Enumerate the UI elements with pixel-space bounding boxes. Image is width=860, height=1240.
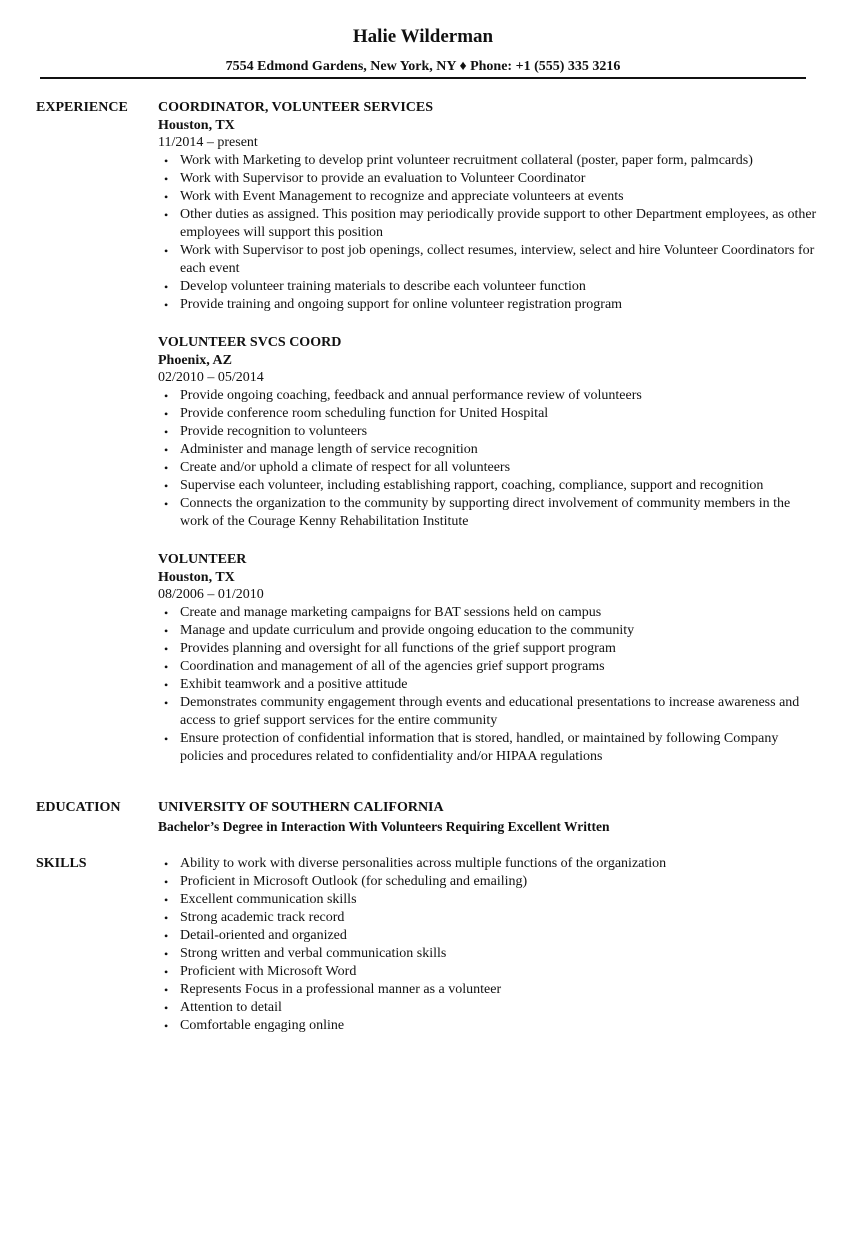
- duty-item: • Provide training and ongoing support for online volunteer registration program: [158, 296, 818, 314]
- job-dates: 02/2010 – 05/2014: [158, 370, 264, 385]
- experience-body: [158, 99, 818, 786]
- skill-item: • Strong academic track record: [158, 909, 818, 927]
- skill-item: • Ability to work with diverse personalities across multiple functions of the organization: [158, 855, 818, 873]
- job-title: VOLUNTEER SVCS COORD: [158, 335, 342, 350]
- duty-item: • Provide recognition to volunteers: [158, 423, 818, 441]
- duty-item: • Create and manage marketing campaigns for BAT sessions held on campus: [158, 604, 818, 622]
- degree: Bachelor’s Degree in Interaction With Volunteers Requiring Excellent Written: [158, 819, 610, 834]
- duty-item: • Ensure protection of confidential information that is stored, handled, or maintained by following Company policies and procedures related to confidentiality and/or HIPAA regulations: [158, 730, 818, 766]
- job-location: Phoenix, AZ: [158, 353, 232, 368]
- duty-item: • Work with Supervisor to provide an evaluation to Volunteer Coordinator: [158, 170, 818, 188]
- skill-item: • Proficient with Microsoft Word: [158, 963, 818, 981]
- duty-item: • Exhibit teamwork and a positive attitude: [158, 676, 818, 694]
- duty-item: • Provide conference room scheduling function for United Hospital: [158, 405, 818, 423]
- skill-item: • Comfortable engaging online: [158, 1017, 818, 1035]
- job-duties: [158, 604, 818, 766]
- header-divider: [40, 77, 806, 79]
- job-entry: [158, 99, 818, 314]
- school-name: UNIVERSITY OF SOUTHERN CALIFORNIA: [158, 800, 444, 815]
- education-body: [158, 799, 818, 837]
- skills-list: [158, 855, 818, 1035]
- duty-item: • Manage and update curriculum and provide ongoing education to the community: [158, 622, 818, 640]
- duty-item: • Provide ongoing coaching, feedback and annual performance review of volunteers: [158, 387, 818, 405]
- duty-item: • Create and/or uphold a climate of respect for all volunteers: [158, 459, 818, 477]
- skill-item: • Represents Focus in a professional manner as a volunteer: [158, 981, 818, 999]
- duty-item: • Other duties as assigned. This position may periodically provide support to other Department employees, as other employees will support this position: [158, 206, 818, 242]
- job-title: VOLUNTEER: [158, 552, 247, 567]
- job-duties: [158, 387, 818, 531]
- duty-item: • Demonstrates community engagement through events and educational presentations to increase awareness and access to grief support services for the entire community: [158, 694, 818, 730]
- candidate-name: Halie Wilderman: [352, 26, 494, 47]
- section-label-education: EDUCATION: [36, 800, 121, 815]
- skill-item: • Detail-oriented and organized: [158, 927, 818, 945]
- duty-item: • Develop volunteer training materials to describe each volunteer function: [158, 278, 818, 296]
- duty-item: • Coordination and management of all of the agencies grief support programs: [158, 658, 818, 676]
- job-dates: 08/2006 – 01/2010: [158, 587, 264, 602]
- duty-item: • Work with Marketing to develop print volunteer recruitment collateral (poster, paper form, palmcards): [158, 152, 818, 170]
- duty-item: • Connects the organization to the community by supporting direct involvement of community members in the work of the Courage Kenny Rehabilitation Institute: [158, 495, 818, 531]
- job-entry: [158, 334, 818, 531]
- duty-item: • Supervise each volunteer, including establishing rapport, coaching, compliance, support and recognition: [158, 477, 818, 495]
- job-duties: [158, 152, 818, 314]
- job-location: Houston, TX: [158, 570, 235, 585]
- section-label-experience: EXPERIENCE: [36, 100, 128, 115]
- job-location: Houston, TX: [158, 118, 235, 133]
- skill-item: • Excellent communication skills: [158, 891, 818, 909]
- duty-item: • Work with Event Management to recognize and appreciate volunteers at events: [158, 188, 818, 206]
- skill-item: • Proficient in Microsoft Outlook (for scheduling and emailing): [158, 873, 818, 891]
- section-label-skills: SKILLS: [36, 856, 87, 871]
- skill-item: • Attention to detail: [158, 999, 818, 1017]
- duty-item: • Work with Supervisor to post job openings, collect resumes, interview, select and hire Volunteer Coordinators for each event: [158, 242, 818, 278]
- duty-item: • Provides planning and oversight for all functions of the grief support program: [158, 640, 818, 658]
- skill-item: • Strong written and verbal communication skills: [158, 945, 818, 963]
- job-entry: [158, 551, 818, 766]
- skills-body: [158, 855, 818, 1035]
- job-dates: 11/2014 – present: [158, 135, 258, 150]
- job-title: COORDINATOR, VOLUNTEER SERVICES: [158, 100, 434, 115]
- contact-line: 7554 Edmond Gardens, New York, NY ♦ Phone: +1 (555) 335 3216: [225, 59, 621, 74]
- duty-item: • Administer and manage length of service recognition: [158, 441, 818, 459]
